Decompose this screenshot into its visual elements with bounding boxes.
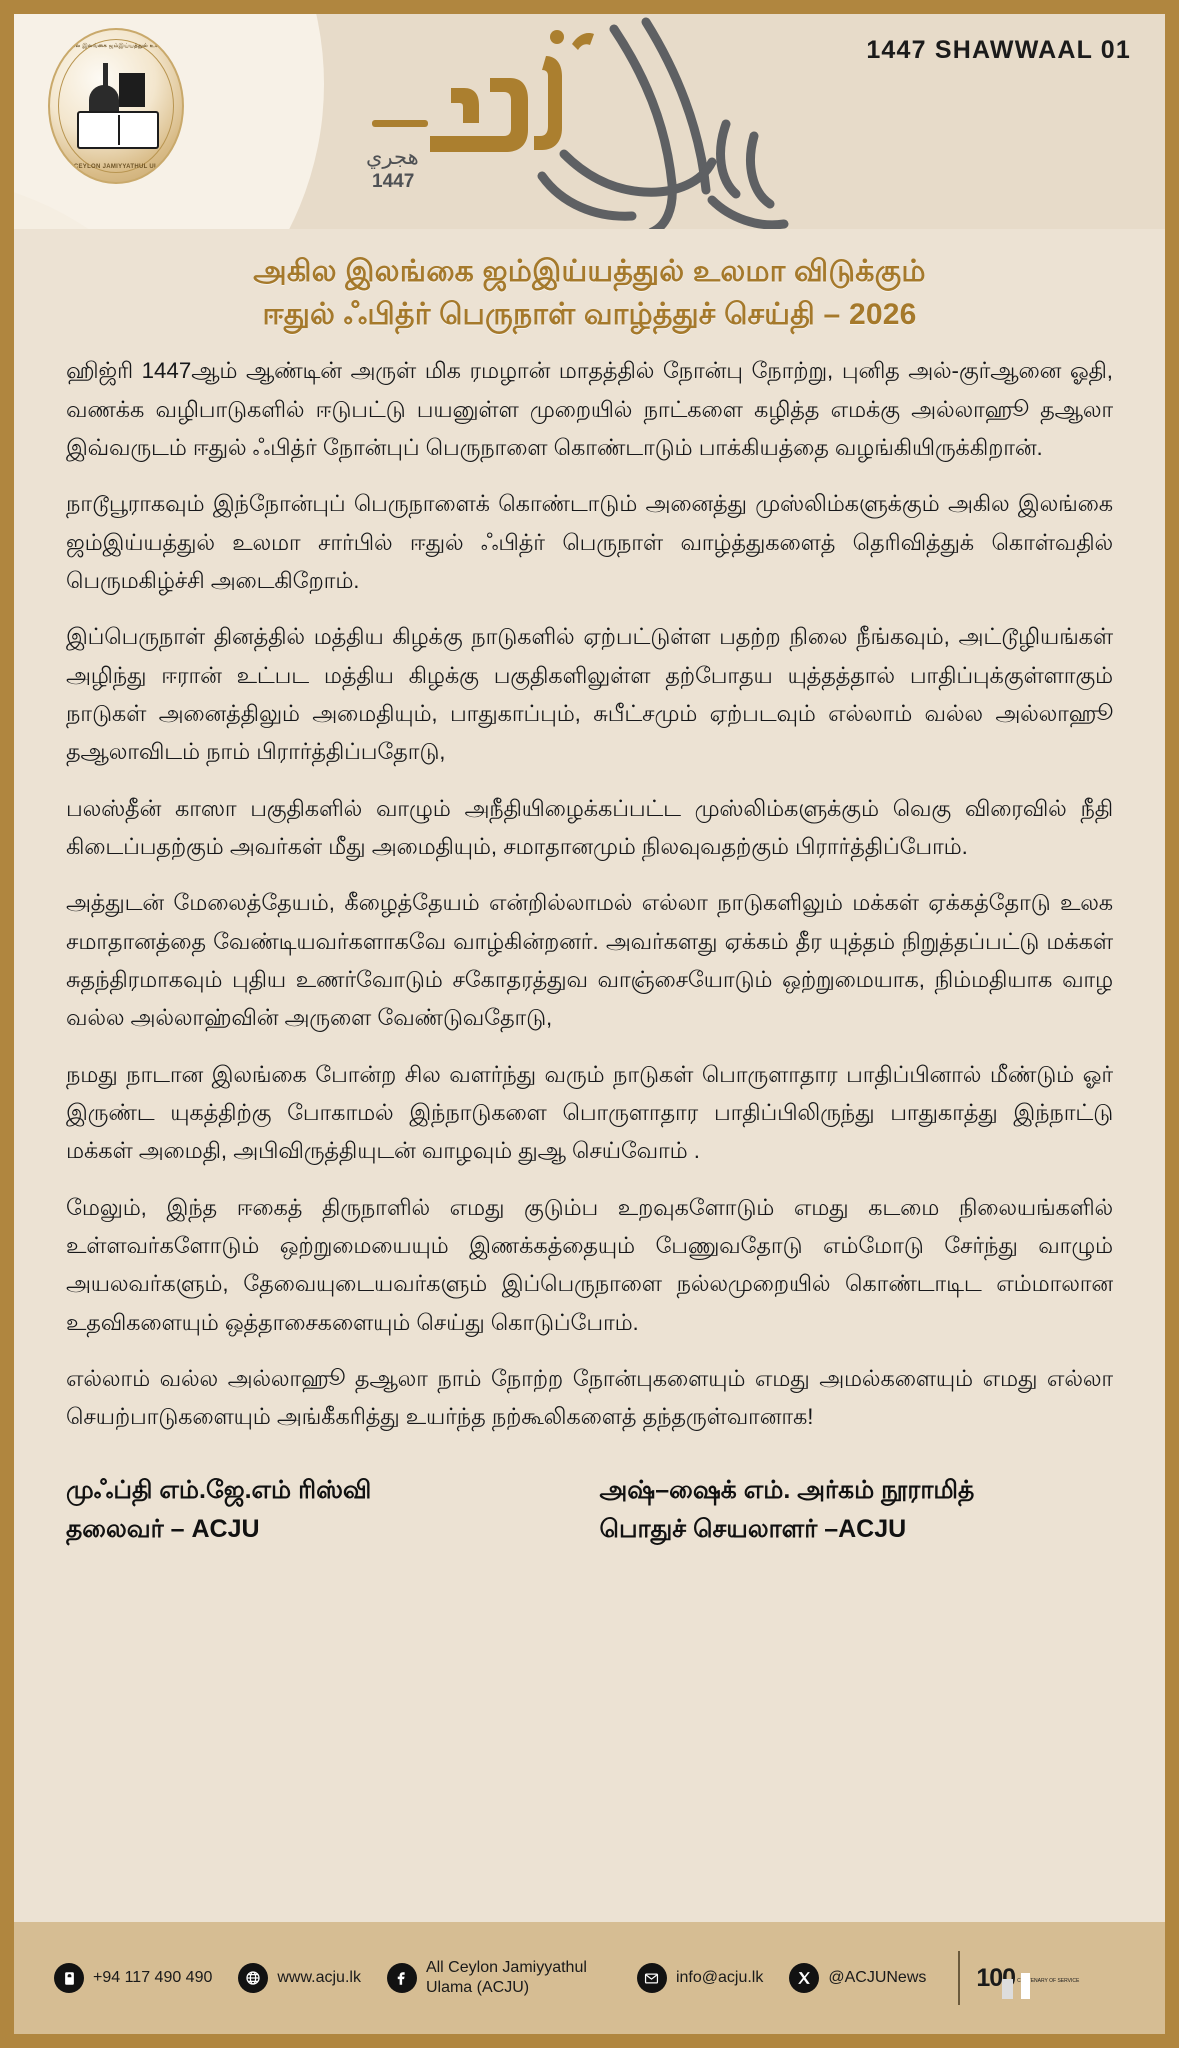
footer-contact-phone[interactable] [54,1963,212,1993]
footer-facebook-text: All Ceylon Jamiyyathul Ulama (ACJU) [425,1959,587,1996]
body-paragraph: பலஸ்தீன் காஸா பகுதிகளில் வாழும் அநீதியிழைக்கப்பட்ட முஸ்லிம்களுக்கும் வெகு விரைவில் நீதி கிடைப்பதற்கும் அவர்கள் மீது அமைதியும், சமாதானமும் நிலவுவதற்கும் பிரார்த்திப்போம். [66,795,1113,859]
centenary-number: 100 [976,1963,1016,1992]
poster-inner [14,14,1165,2034]
body-paragraph: நமது நாடான இலங்கை போன்ற சில வளர்ந்து வரும் நாடுகள் பொருளாதார பாதிப்பினால் மீண்டும் ஓர் இருண்ட யுகத்திற்கு போகாமல் இந்நாடுகளை பொருளாதார பாதிப்பிலிருந்து பாதுகாத்து இந்நாட்டு மக்கள் அமைதி, அபிவிருத்தியுடன் வாழவும் துஆ செய்வோம் . [66,1061,1113,1164]
footer-contact-x[interactable] [789,1963,926,1993]
footer-x-text: @ACJUNews [828,1969,927,1987]
signature-block [14,1455,1165,1549]
poster-footer [14,1922,1165,2034]
signature-right-name: அஷ்–ஷைக் எம். அர்கம் நூராமித் [599,1475,975,1504]
acju-logo [48,28,184,184]
signature-left-role: தலைவர் – ACJU [66,1514,260,1543]
body-paragraph: எல்லாம் வல்ல அல்லாஹூ தஆலா நாம் நோற்ற நோன்புகளையும் எமது அமல்களையும் எமது எல்லா செயற்பாடுகளையும் அங்கீகரித்து உயர்ந்த நற்கூலிகளைத் தந்தருள்வானாக! [66,1366,1113,1430]
body-paragraph: இப்பெருநாள் தினத்தில் மத்திய கிழக்கு நாடுகளில் ஏற்பட்டுள்ள பதற்ற நிலை நீங்கவும், அட்டூழியங்கள் அழிந்து ஈரான் உட்பட மத்திய கிழக்கு பகுதிகளிலுள்ள தற்போதய யுத்தத்தால் பாதிப்புக்குள்ளாகும் நாடுகள் அனைத்திலும் அமைதியும், பாதுகாப்பும், சுபீட்சமும் ஏற்படவும் எல்லாம் வல்ல அல்லாஹூ தஆலாவிடம் நாம் பிரார்த்திப்பதோடு, [66,624,1113,765]
logo-seal-bottom-text: ALL CEYLON JAMIYYATHUL ULAMA [59,164,173,170]
message-body [14,340,1165,1437]
hijri-date-label: 1447 SHAWWAAL 01 [866,36,1131,64]
logo-seal-top-text: அகில இலங்கை ஜம்இய்யத்துல் உலமா [64,43,168,49]
centenary-logo [976,1964,1079,1993]
signature-right-role: பொதுச் செயலாளர் –ACJU [599,1514,907,1543]
footer-contact-email[interactable] [637,1963,763,1993]
footer-contact-website[interactable] [238,1963,361,1993]
footer-divider [958,1951,960,2005]
footer-phone-text: +94 117 490 490 [93,1969,213,1987]
body-paragraph: அத்துடன் மேலைத்தேயம், கீழைத்தேயம் என்றில்லாமல் எல்லா நாடுகளிலும் மக்கள் ஏக்கத்தோடு உலக சமாதானத்தை வேண்டியவர்களாகவே வாழ்கின்றனர். அவர்களது ஏக்கம் தீர யுத்தம் நிறுத்தப்பட்டு மக்கள் சுதந்திரமாகவும் புதிய உணர்வோடும் சகோதரத்துவ வாஞ்சையோடும் ஒற்றுமையாக, நிம்மதியாக வாழ வல்ல அல்லாஹ்வின் அருளை வேண்டுவதோடு, [66,890,1113,1031]
body-paragraph: ஹிஜ்ரி 1447ஆம் ஆண்டின் அருள் மிக ரமழான் மாதத்தில் நோன்பு நோற்று, புனித அல்-குர்ஆனை ஓதி, வணக்க வழிபாடுகளில் ஈடுபட்டு பயனுள்ள முறையில் நாட்களை கழித்த எமக்கு அல்லாஹூ தஆலா இவ்வருடம் ஈதுல் ஃபித்ர் நோன்புப் பெருநாளை கொண்டாடும் பாக்கியத்தை வழங்கியிருக்கிறான். [66,358,1113,460]
x-twitter-icon [789,1963,819,1993]
centenary-building-icon [1015,1969,1079,1987]
footer-website-text: www.acju.lk [277,1969,361,1987]
poster-header [14,14,1165,229]
page-title [14,229,1165,340]
mosque-kaaba-book-emblem-icon [73,63,159,149]
footer-email-text: info@acju.lk [675,1969,764,1987]
svg-text:هجري: هجري [366,145,419,169]
page-title-line-1: அகில இலங்கை ஜம்இய்யத்துல் உலமா விடுக்கும் [253,255,926,288]
page-title-line-2: ஈதுல் ஃபித்ர் பெருநாள் வாழ்த்துச் செய்தி – 2026 [262,297,917,331]
facebook-icon [387,1963,417,1993]
mail-icon [637,1963,667,1993]
centenary-label: CENTENARY OF SERVICE [1017,1978,1080,1984]
globe-icon [238,1963,268,1993]
body-paragraph: நாடூபூராகவும் இந்நோன்புப் பெருநாளைக் கொண்டாடும் அனைத்து முஸ்லிம்களுக்கும் அகில இலங்கை ஜம்இய்யத்துல் உலமா சார்பில் ஈதுல் ஃபித்ர் பெருநாள் வாழ்த்துகளைத் தெரிவித்துக் கொள்வதில் பெருமகிழ்ச்சி அடைகிறோம். [66,491,1113,593]
svg-text:1447: 1447 [372,171,415,192]
open-book-icon [77,111,159,149]
shawwaal-calligraphy [314,14,874,229]
body-paragraph: மேலும், இந்த ஈகைத் திருநாளில் எமது குடும்ப உறவுகளோடும் எமது கடமை நிலையங்களில் உள்ளவர்களோடும் ஒற்றுமையையும் இணக்கத்தையும் பேணுவதோடு எம்மோடு சேர்ந்து வாழும் அயலவர்களும், தேவையுடையவர்களும் இப்பெருநாளை நல்லமுறையில் கொண்டாடிட எம்மாலான உதவிகளையும் ஒத்தாசைகளையும் செய்து கொடுப்போம். [66,1194,1113,1335]
signature-right [580,1471,1114,1549]
footer-contact-facebook[interactable] [387,1958,611,1997]
phone-icon [54,1963,84,1993]
signature-left [66,1471,580,1549]
kaaba-icon [119,73,145,107]
signature-left-name: முஃப்தி எம்.ஜே.எம் ரிஸ்வி [66,1475,372,1504]
